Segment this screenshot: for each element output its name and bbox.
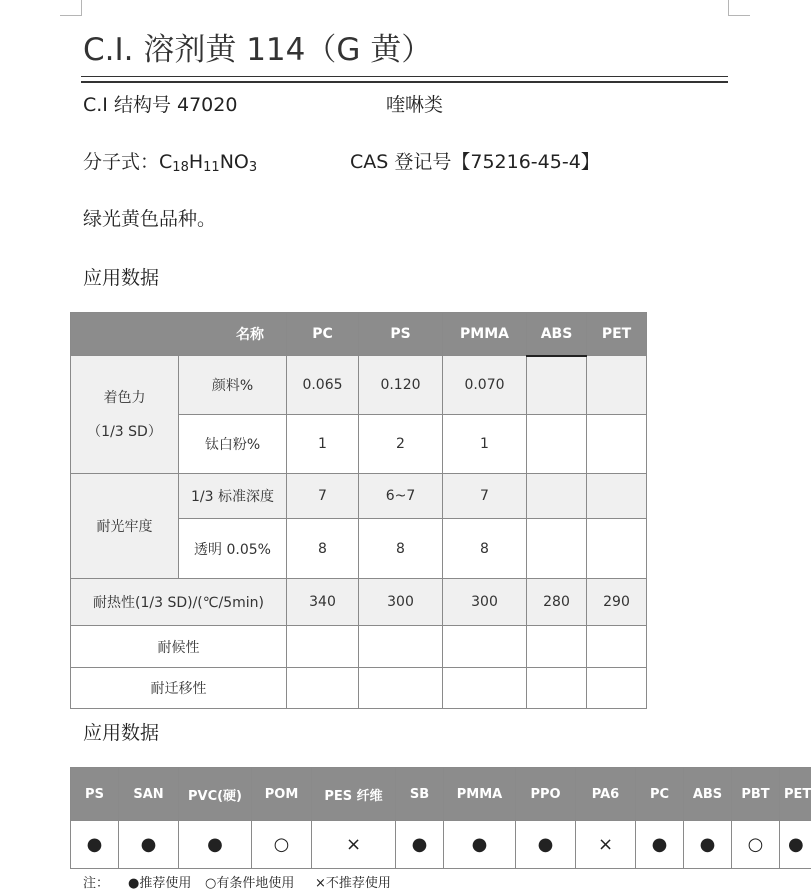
tinting-label-line1: 着色力: [103, 389, 146, 406]
cell: [587, 356, 647, 415]
header-col-pc: PC: [287, 313, 359, 356]
cell: 0.065: [287, 356, 359, 415]
suitability-mark: ×: [312, 821, 396, 869]
cell: [443, 626, 527, 668]
cell: [527, 519, 587, 579]
note-not-recommended: ×不推荐使用: [315, 876, 391, 891]
polymer-suitability-table: [70, 767, 811, 869]
suitability-mark: ●: [684, 821, 732, 869]
cell: [287, 626, 359, 668]
cell: [587, 626, 647, 668]
polymer-header: PMMA: [444, 768, 516, 821]
cell: 6~7: [359, 474, 443, 519]
suitability-mark: ○: [732, 821, 780, 869]
suitability-mark: ●: [396, 821, 444, 869]
table2-header-row: [71, 768, 812, 821]
table2-mark-row: [71, 821, 812, 869]
cell: [527, 415, 587, 474]
suitability-mark: ●: [71, 821, 119, 869]
cell: 300: [359, 579, 443, 626]
suitability-mark: ●: [780, 821, 812, 869]
cell: [359, 668, 443, 709]
cell: 290: [587, 579, 647, 626]
cell: 1: [287, 415, 359, 474]
cell: [587, 415, 647, 474]
header-col-pet: PET: [587, 313, 647, 356]
polymer-header: ABS: [684, 768, 732, 821]
pigment-percent-label: 颜料%: [179, 356, 287, 415]
table-row: [71, 356, 647, 415]
lightfastness-label: 耐光牢度: [71, 474, 179, 579]
cell: [443, 668, 527, 709]
suitability-mark: ×: [576, 821, 636, 869]
polymer-header: PET: [780, 768, 812, 821]
formula-c-sub: 18: [172, 160, 189, 175]
cell: [527, 668, 587, 709]
crop-mark-top-right: [728, 0, 750, 16]
title-rule-thick: [81, 81, 728, 83]
weather-resistance-label: 耐候性: [71, 626, 287, 668]
note-recommended: ●推荐使用: [128, 876, 192, 891]
cell: [527, 474, 587, 519]
tinting-strength-label: [71, 356, 179, 474]
formula-no-sub: 3: [248, 160, 258, 175]
cell: 8: [287, 519, 359, 579]
description: 绿光黄色品种。: [83, 208, 217, 230]
section-heading-2: 应用数据: [83, 722, 160, 744]
suitability-mark: ●: [179, 821, 252, 869]
suitability-mark: ○: [252, 821, 312, 869]
header-name: 名称: [71, 313, 287, 356]
table-row: [71, 668, 647, 709]
page-title: C.I. 溶剂黄 114（G 黄）: [83, 32, 433, 68]
polymer-header: PC: [636, 768, 684, 821]
polymer-header: PES 纤维: [312, 768, 396, 821]
cell: 0.120: [359, 356, 443, 415]
formula-c: C: [159, 151, 173, 173]
polymer-header: SAN: [119, 768, 179, 821]
table-row: [71, 579, 647, 626]
polymer-header: POM: [252, 768, 312, 821]
titanium-white-percent-label: 钛白粉%: [179, 415, 287, 474]
formula-label: 分子式：: [83, 151, 160, 173]
cell: 300: [443, 579, 527, 626]
molecular-formula: [83, 147, 257, 175]
cell: [527, 356, 587, 415]
table-row: [71, 626, 647, 668]
standard-depth-label: 1/3 标准深度: [179, 474, 287, 519]
cas-number: CAS 登记号【75216-45-4】: [350, 151, 600, 173]
header-col-ps: PS: [359, 313, 443, 356]
migration-resistance-label: 耐迁移性: [71, 668, 287, 709]
header-col-abs: ABS: [527, 313, 587, 356]
suitability-mark: ●: [119, 821, 179, 869]
cell: [587, 474, 647, 519]
polymer-header: PPO: [516, 768, 576, 821]
cell: [287, 668, 359, 709]
formula-no: NO: [219, 151, 249, 173]
tinting-label-line2: （1/3 SD）: [87, 423, 162, 440]
suitability-mark: ●: [636, 821, 684, 869]
cell: 8: [359, 519, 443, 579]
table1-header-row: [71, 313, 647, 356]
transparent-label: 透明 0.05%: [179, 519, 287, 579]
suitability-mark: ●: [444, 821, 516, 869]
cell: 1: [443, 415, 527, 474]
cell: 340: [287, 579, 359, 626]
polymer-header: SB: [396, 768, 444, 821]
chemical-class: 喹啉类: [386, 94, 444, 116]
application-data-table: [70, 312, 647, 709]
cell: [359, 626, 443, 668]
cell: 0.070: [443, 356, 527, 415]
polymer-header: PVC(硬): [179, 768, 252, 821]
ci-structure-number: C.I 结构号 47020: [83, 94, 238, 116]
table-row: [71, 474, 647, 519]
formula-h-sub: 11: [203, 160, 220, 175]
section-heading-1: 应用数据: [83, 267, 160, 289]
crop-mark-top-left: [60, 0, 82, 16]
title-rule-thin: [81, 76, 728, 77]
note-label: 注：: [83, 876, 110, 891]
note-conditional: ○有条件地使用: [205, 876, 295, 891]
polymer-header: PA6: [576, 768, 636, 821]
cell: [587, 668, 647, 709]
formula-h: H: [188, 151, 204, 173]
cell: 8: [443, 519, 527, 579]
cell: 2: [359, 415, 443, 474]
cell: 7: [443, 474, 527, 519]
cell: [587, 519, 647, 579]
cell: 7: [287, 474, 359, 519]
suitability-mark: ●: [516, 821, 576, 869]
header-col-pmma: PMMA: [443, 313, 527, 356]
cell: [527, 626, 587, 668]
polymer-header: PS: [71, 768, 119, 821]
cell: 280: [527, 579, 587, 626]
polymer-header: PBT: [732, 768, 780, 821]
heat-resistance-label: 耐热性(1/3 SD)/(℃/5min): [71, 579, 287, 626]
